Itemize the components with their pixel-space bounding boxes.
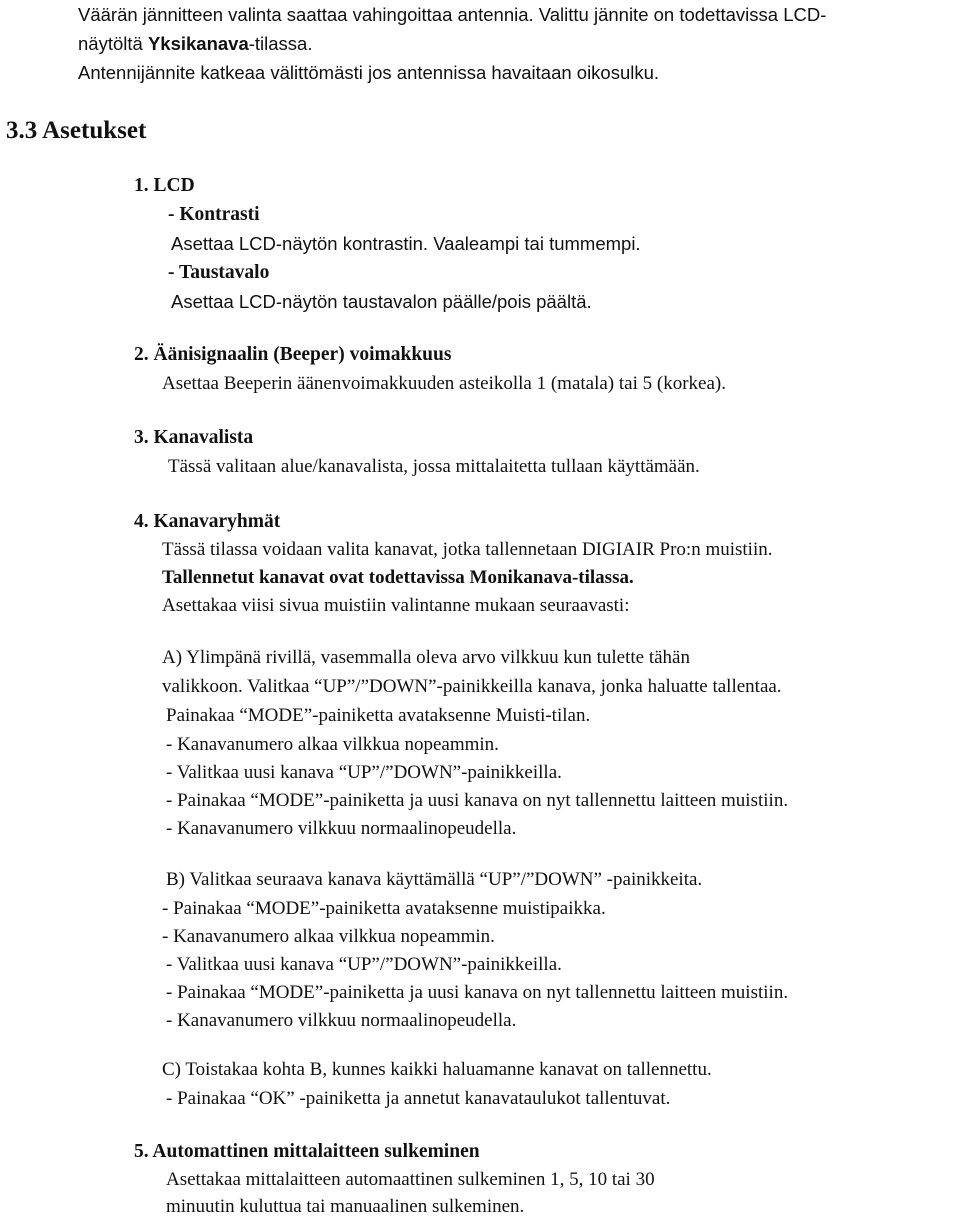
beeper-text: Asettaa Beeperin äänenvoimakkuuden asteikolla 1 (matala) tai 5 (korkea). bbox=[162, 373, 726, 394]
auto-off-heading: 5. Automattinen mittalaitteen sulkeminen bbox=[134, 1141, 480, 1162]
section-heading: 3.3 Asetukset bbox=[6, 117, 147, 144]
step-b-line-4: - Valitkaa uusi kanava “UP”/”DOWN”-painikkeilla. bbox=[166, 954, 562, 975]
step-b-line-3: - Kanavanumero alkaa vilkkua nopeammin. bbox=[162, 926, 495, 947]
intro-line-3: Antennijännite katkeaa välittömästi jos antennissa havaitaan oikosulku. bbox=[78, 62, 660, 83]
step-b-line-2: - Painakaa “MODE”-painiketta avataksenne muistipaikka. bbox=[162, 898, 606, 919]
channel-list-text: Tässä valitaan alue/kanavalista, jossa mittalaitetta tullaan käyttämään. bbox=[168, 456, 700, 477]
channel-groups-heading: 4. Kanavaryhmät bbox=[134, 511, 281, 532]
auto-off-line-1: Asettakaa mittalaitteen automaattinen sulkeminen 1, 5, 10 tai 30 bbox=[166, 1169, 655, 1190]
intro-line-2 bbox=[78, 32, 313, 56]
step-c-line-1: C) Toistakaa kohta B, kunnes kaikki haluamanne kanavat on tallennettu. bbox=[162, 1059, 712, 1080]
intro-line-2-text: näytöltä bbox=[78, 33, 148, 54]
auto-off-line-2: minuutin kuluttua tai manuaalinen sulkeminen. bbox=[166, 1196, 525, 1217]
step-b-line-5: - Painakaa “MODE”-painiketta ja uusi kanava on nyt tallennettu laitteen muistiin. bbox=[166, 982, 789, 1003]
step-c-line-2: - Painakaa “OK” -painiketta ja annetut kanavataulukot tallentuvat. bbox=[166, 1088, 671, 1109]
backlight-text: Asettaa LCD-näytön taustavalon päälle/pois päältä. bbox=[171, 291, 592, 312]
step-b-line-6: - Kanavanumero vilkkuu normaalinopeudella. bbox=[166, 1010, 517, 1031]
lcd-heading: 1. LCD bbox=[134, 175, 195, 196]
channel-groups-line-1: Tässä tilassa voidaan valita kanavat, jotka tallennetaan DIGIAIR Pro:n muistiin. bbox=[162, 539, 773, 560]
step-a-line-7: - Kanavanumero vilkkuu normaalinopeudella. bbox=[166, 818, 517, 839]
beeper-heading: 2. Äänisignaalin (Beeper) voimakkuus bbox=[134, 344, 452, 365]
contrast-text: Asettaa LCD-näytön kontrastin. Vaaleampi tai tummempi. bbox=[171, 233, 641, 254]
intro-line-1: Väärän jännitteen valinta saattaa vahingoittaa antennia. Valittu jännite on todettavissa LCD- bbox=[78, 4, 827, 25]
step-a-line-1: A) Ylimpänä rivillä, vasemmalla oleva arvo vilkkuu kun tulette tähän bbox=[162, 647, 690, 668]
step-b-line-1: B) Valitkaa seuraava kanava käyttämällä “UP”/”DOWN” -painikkeita. bbox=[166, 869, 703, 890]
backlight-heading: - Taustavalo bbox=[168, 262, 270, 283]
step-a-line-2: valikkoon. Valitkaa “UP”/”DOWN”-painikkeilla kanava, jonka haluatte tallentaa. bbox=[162, 676, 782, 697]
step-a-line-6: - Painakaa “MODE”-painiketta ja uusi kanava on nyt tallennettu laitteen muistiin. bbox=[166, 790, 789, 811]
step-a-line-3: Painakaa “MODE”-painiketta avataksenne Muisti-tilan. bbox=[166, 705, 591, 726]
channel-list-heading: 3. Kanavalista bbox=[134, 427, 254, 448]
channel-groups-line-3: Asettakaa viisi sivua muistiin valintanne mukaan seuraavasti: bbox=[162, 595, 630, 616]
step-a-line-5: - Valitkaa uusi kanava “UP”/”DOWN”-painikkeilla. bbox=[166, 762, 562, 783]
intro-line-2-tail: -tilassa. bbox=[248, 33, 313, 54]
channel-groups-note: Tallennetut kanavat ovat todettavissa Monikanava-tilassa. bbox=[162, 567, 634, 588]
step-a-line-4: - Kanavanumero alkaa vilkkua nopeammin. bbox=[166, 734, 499, 755]
contrast-heading: - Kontrasti bbox=[168, 204, 260, 225]
single-channel-label: Yksikanava bbox=[147, 33, 249, 54]
